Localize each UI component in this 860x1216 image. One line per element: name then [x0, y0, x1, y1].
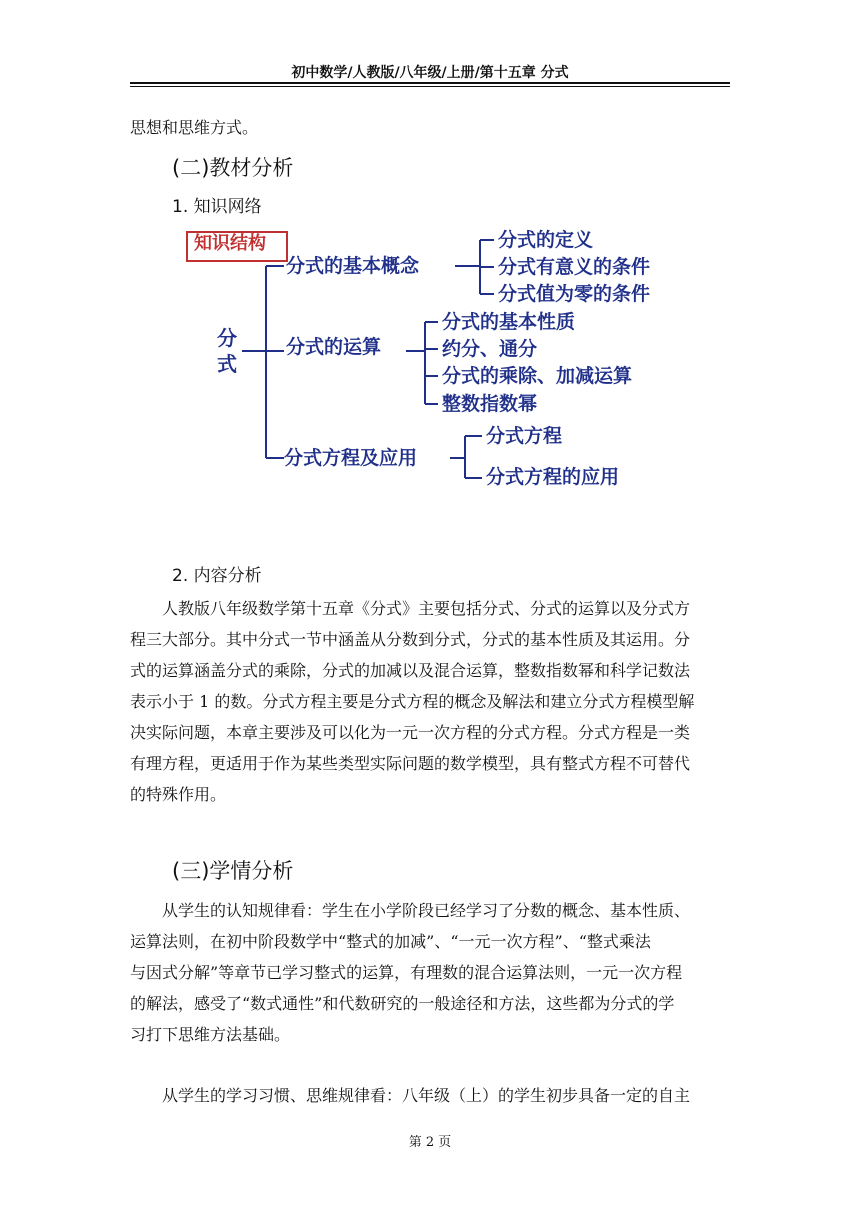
root-node-top: 分 [217, 326, 237, 350]
text-line: 习打下思维方法基础。 [130, 1025, 291, 1044]
text-line: 有理方程，更适用于作为某些类型实际问题的数学模型，具有整式方程不可替代 [130, 754, 691, 773]
text-line: 人教版八年级数学第十五章《分式》主要包括分式、分式的运算以及分式方 [162, 599, 691, 618]
text-line: 的解法，感受了“数式通性”和代数研究的一般途径和方法，这些都为分式的学 [130, 994, 675, 1013]
leaf-meaningful-condition: 分式有意义的条件 [498, 256, 651, 278]
text-line: 从学生的认知规律看：学生在小学阶段已经学习了分数的概念、基本性质、 [162, 901, 691, 920]
page-number: 第 2 页 [408, 1135, 452, 1150]
student-analysis-paragraph-2 [130, 1080, 730, 1111]
text-line: 运算法则，在初中阶段数学中“整式的加减”、“一元一次方程”、“整式乘法 [130, 932, 651, 951]
section-heading-textbook-analysis: (二)教材分析 [172, 156, 294, 180]
student-analysis-paragraph-1 [130, 895, 730, 1050]
leaf-zero-value-condition: 分式值为零的条件 [498, 283, 651, 305]
knowledge-structure-label: 知识结构 [194, 233, 266, 254]
branch-basic-concepts: 分式的基本概念 [286, 255, 420, 277]
leaf-integer-exponents: 整数指数幂 [442, 393, 538, 415]
header-rule-thick [130, 82, 730, 84]
text-line: 表示小于 1 的数。分式方程主要是分式方程的概念及解法和建立分式方程模型解 [130, 692, 695, 711]
knowledge-structure-diagram [180, 226, 700, 496]
leaf-arithmetic-operations: 分式的乘除、加减运算 [442, 365, 633, 387]
content-analysis-paragraph [130, 593, 730, 810]
text-line: 式的运算涵盖分式的乘除，分式的加减以及混合运算，整数指数幂和科学记数法 [130, 661, 691, 680]
subheading-content-analysis: 2. 内容分析 [172, 566, 262, 586]
text-line: 的特殊作用。 [130, 785, 227, 804]
leaf-basic-properties: 分式的基本性质 [442, 311, 576, 333]
intro-line: 思想和思维方式。 [130, 118, 259, 137]
root-node-bottom: 式 [217, 352, 237, 376]
page-header: 初中数学/人教版/八年级/上册/第十五章 分式 [291, 65, 569, 81]
subheading-knowledge-network: 1. 知识网络 [172, 197, 262, 217]
leaf-definition: 分式的定义 [498, 229, 594, 251]
text-line: 与因式分解”等章节已学习整式的运算，有理数的混合运算法则，一元一次方程 [130, 963, 683, 982]
text-line: 决实际问题，本章主要涉及可以化为一元一次方程的分式方程。分式方程是一类 [130, 723, 691, 742]
text-line: 从学生的学习习惯、思维规律看：八年级（上）的学生初步具备一定的自主 [162, 1086, 691, 1105]
leaf-equation-application: 分式方程的应用 [486, 466, 620, 488]
header-rule-thin [130, 86, 730, 87]
section-heading-student-analysis: (三)学情分析 [172, 859, 294, 883]
text-line: 程三大部分。其中分式一节中涵盖从分数到分式，分式的基本性质及其运用。分 [130, 630, 691, 649]
intro-paragraph [130, 112, 730, 143]
leaf-fractional-equation: 分式方程 [486, 425, 563, 447]
branch-equations-applications: 分式方程及应用 [284, 447, 418, 469]
branch-operations: 分式的运算 [286, 336, 382, 358]
leaf-reduce-common-denominator: 约分、通分 [442, 338, 538, 360]
